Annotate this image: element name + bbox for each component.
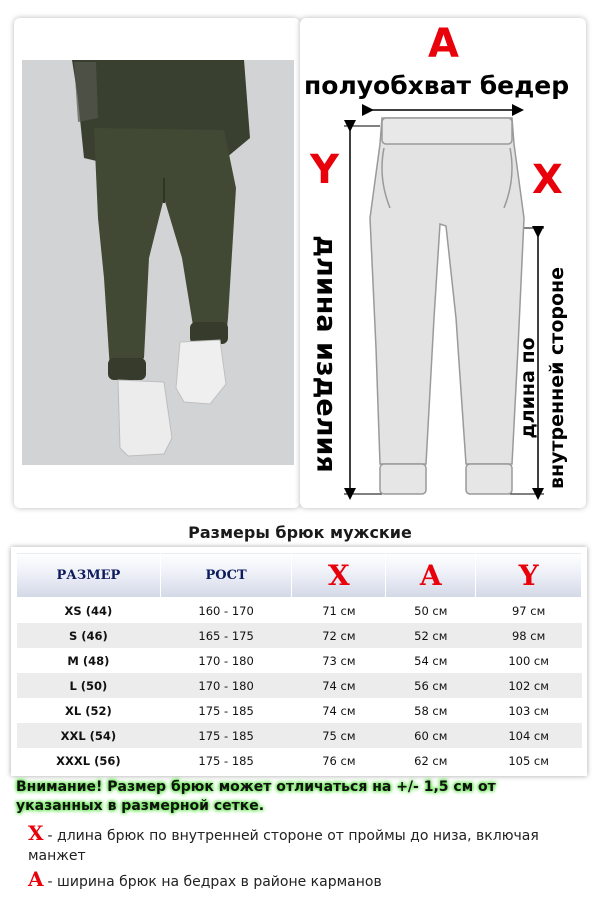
cell-height: 165 - 175	[160, 623, 292, 648]
diagram-letter-a: A	[428, 21, 459, 67]
cell-size: L (50)	[17, 673, 161, 698]
legend-x	[28, 823, 568, 866]
diagram-letter-y: Y	[310, 147, 339, 193]
legend-a-key: A	[28, 867, 44, 891]
cell-a: 60 см	[386, 723, 476, 748]
cell-x: 71 см	[292, 598, 386, 624]
diagram-letter-x: X	[532, 157, 563, 203]
cell-x: 73 см	[292, 648, 386, 673]
cell-a: 52 см	[386, 623, 476, 648]
cell-y: 97 см	[476, 598, 582, 624]
inseam-label-line2: внутренней стороне	[546, 266, 568, 490]
product-photo-panel	[14, 18, 300, 508]
header-size: РАЗМЕР	[17, 553, 161, 598]
cell-height: 175 - 185	[160, 748, 292, 773]
legend-a-text: - ширина брюк на бедрах в районе карманов	[47, 874, 382, 890]
cell-height: 170 - 180	[160, 648, 292, 673]
legend-a	[28, 869, 568, 892]
cell-size: XS (44)	[17, 598, 161, 624]
size-table-container	[11, 547, 587, 776]
cell-y: 103 см	[476, 698, 582, 723]
pants-silhouette	[370, 118, 524, 464]
header-x: X	[292, 553, 386, 598]
legend-x-text: - длина брюк по внутренней стороне от проймы до низа, включая манжет	[28, 828, 539, 864]
header-a: A	[386, 553, 476, 598]
cell-a: 56 см	[386, 673, 476, 698]
cell-a: 50 см	[386, 598, 476, 624]
size-table-title: Размеры брюк мужские	[188, 523, 412, 542]
cell-size: XL (52)	[17, 698, 161, 723]
cell-x: 74 см	[292, 698, 386, 723]
hip-label: полуобхват бедер	[304, 71, 570, 100]
product-photo	[14, 18, 300, 508]
size-warning-note: Внимание! Размер брюк может отличаться на +/- 1,5 см от указанных в размерной сетке.	[16, 779, 496, 814]
header-height: РОСТ	[160, 553, 292, 598]
cell-y: 98 см	[476, 623, 582, 648]
table-row	[17, 673, 582, 698]
cell-x: 75 см	[292, 723, 386, 748]
length-label: длина изделия	[310, 235, 342, 473]
size-table	[16, 552, 582, 773]
cell-size: XXL (54)	[17, 723, 161, 748]
cell-y: 104 см	[476, 723, 582, 748]
table-row	[17, 598, 582, 624]
cell-y: 105 см	[476, 748, 582, 773]
cell-a: 54 см	[386, 648, 476, 673]
header-y: Y	[476, 553, 582, 598]
table-row	[17, 648, 582, 673]
cell-x: 72 см	[292, 623, 386, 648]
table-row	[17, 623, 582, 648]
cell-x: 76 см	[292, 748, 386, 773]
legend-x-key: X	[28, 821, 44, 845]
cell-a: 62 см	[386, 748, 476, 773]
cell-size: XXXL (56)	[17, 748, 161, 773]
cell-y: 100 см	[476, 648, 582, 673]
cell-x: 74 см	[292, 673, 386, 698]
inseam-label-line1: длина по	[517, 337, 539, 439]
cell-size: S (46)	[17, 623, 161, 648]
cell-height: 170 - 180	[160, 673, 292, 698]
cell-y: 102 см	[476, 673, 582, 698]
size-table-header-row	[17, 553, 582, 598]
table-row	[17, 723, 582, 748]
measurement-diagram-panel	[300, 18, 586, 508]
cell-size: M (48)	[17, 648, 161, 673]
table-row	[17, 748, 582, 773]
cell-height: 160 - 170	[160, 598, 292, 624]
cell-height: 175 - 185	[160, 698, 292, 723]
cell-a: 58 см	[386, 698, 476, 723]
table-row	[17, 698, 582, 723]
cell-height: 175 - 185	[160, 723, 292, 748]
